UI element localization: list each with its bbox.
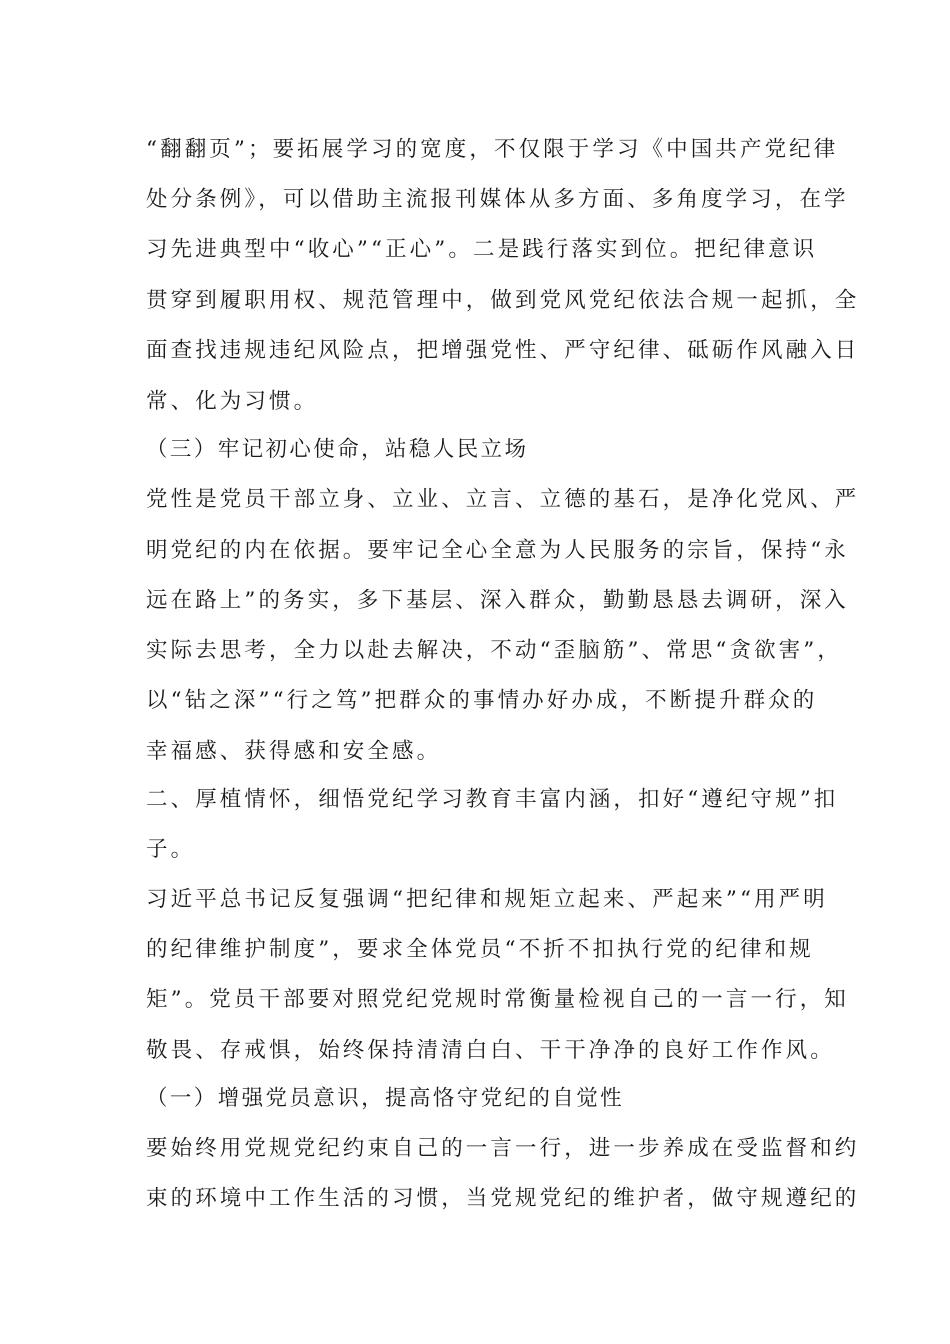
paragraph-line: 贯穿到履职用权、规范管理中，做到党风党纪依法合规一起抓，全 bbox=[146, 288, 860, 313]
section-heading: 子。 bbox=[146, 837, 196, 862]
section-heading: 二、厚植情怀，细悟党纪学习教育丰富内涵，扣好“遵纪守规”扣 bbox=[146, 787, 839, 812]
paragraph-line: 敬畏、存戒惧，始终保持清清白白、干干净净的良好工作作风。 bbox=[146, 1038, 835, 1063]
section-heading: （一）增强党员意识，提高恪守党纪的自觉性 bbox=[146, 1086, 625, 1111]
section-heading: （三）牢记初心使命，站稳人民立场 bbox=[146, 437, 529, 462]
paragraph-line: 要始终用党规党纪约束自己的一言一行，进一步养成在受监督和约 bbox=[146, 1136, 860, 1161]
paragraph-line: 矩”。党员干部要对照党纪党规时常衡量检视自己的一言一行，知 bbox=[146, 987, 849, 1012]
paragraph-line: 以“钻之深”“行之笃”把群众的事情办好办成，不断提升群众的 bbox=[146, 688, 818, 713]
paragraph-line: “翻翻页”；要拓展学习的宽度，不仅限于学习《中国共产党纪律 bbox=[146, 137, 839, 162]
paragraph-line: 实际去思考，全力以赴去解决，不动“歪脑筋”、常思“贪欲害”， bbox=[146, 638, 842, 663]
paragraph-line: 束的环境中工作生活的习惯，当党规党纪的维护者，做守规遵纪的 bbox=[146, 1186, 860, 1211]
paragraph-line: 远在路上”的务实，多下基层、深入群众，勤勤恳恳去调研，深入 bbox=[146, 588, 849, 613]
paragraph-line: 常、化为习惯。 bbox=[146, 389, 319, 414]
paragraph-line: 处分条例》，可以借助主流报刊媒体从多方面、多角度学习，在学 bbox=[146, 187, 849, 212]
paragraph-line: 党性是党员干部立身、立业、立言、立德的基石，是净化党风、严 bbox=[146, 487, 860, 512]
paragraph-line: 面查找违规违纪风险点，把增强党性、严守纪律、砥砺作风融入日 bbox=[146, 338, 860, 363]
paragraph-line: 的纪律维护制度”，要求全体党员“不折不扣执行党的纪律和规 bbox=[146, 937, 814, 962]
paragraph-line: 习近平总书记反复强调“把纪律和规矩立起来、严起来”“用严明 bbox=[146, 887, 828, 912]
paragraph-line: 习先进典型中“收心”“正心”。二是践行落实到位。把纪律意识 bbox=[146, 237, 818, 262]
paragraph-line: 明党纪的内在依据。要牢记全心全意为人民服务的宗旨，保持“永 bbox=[146, 538, 849, 563]
paragraph-line: 幸福感、获得感和安全感。 bbox=[146, 739, 442, 764]
